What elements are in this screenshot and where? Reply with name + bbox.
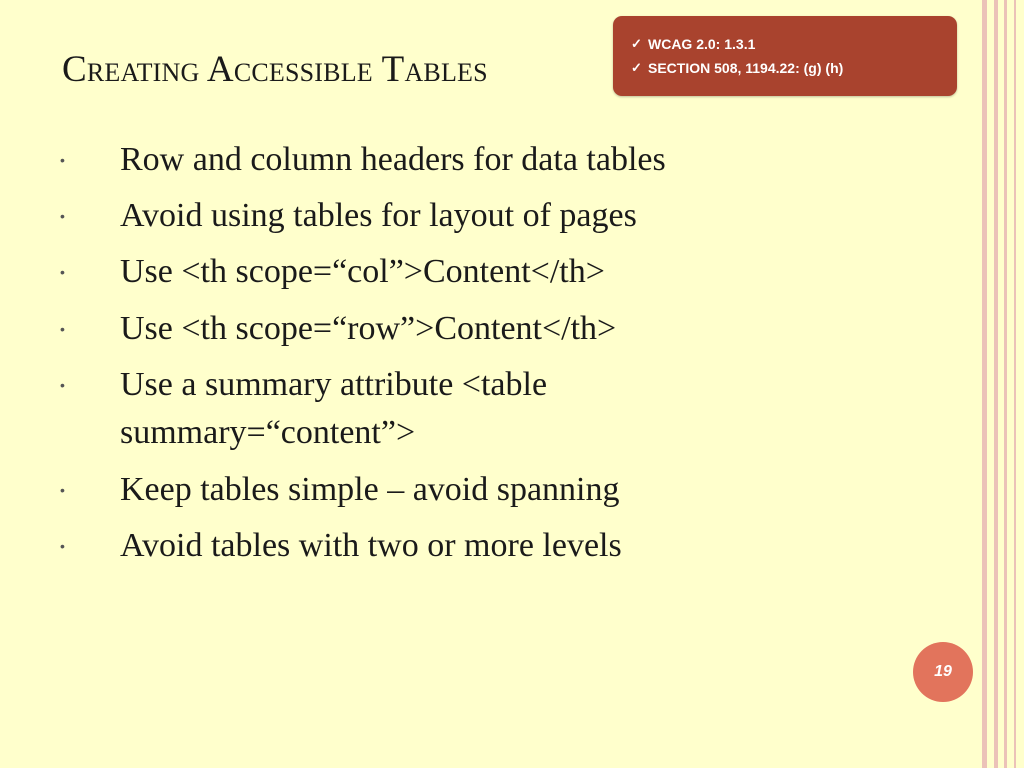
standards-item-label: WCAG 2.0: 1.3.1 xyxy=(648,36,756,52)
bullet-text: Row and column headers for data tables xyxy=(120,141,666,178)
bullet-text: Avoid using tables for layout of pages xyxy=(120,197,637,234)
decorative-stripe xyxy=(994,0,998,768)
bullet-dot-icon: • xyxy=(60,208,65,224)
bullet-dot-icon: • xyxy=(60,377,65,393)
decorative-stripe xyxy=(1004,0,1007,768)
bullet-text: Keep tables simple – avoid spanning xyxy=(120,471,620,508)
bullet-dot-icon: • xyxy=(60,321,65,337)
standards-badge xyxy=(613,16,957,96)
bullet-dot-icon: • xyxy=(60,482,65,498)
standards-item xyxy=(631,56,843,80)
standards-item-label: SECTION 508, 1194.22: (g) (h) xyxy=(648,60,844,76)
bullet-text: Avoid tables with two or more levels xyxy=(120,527,622,564)
bullet-text: Use <th scope=“col”>Content</th> xyxy=(120,253,605,290)
bullet-text: Use a summary attribute <table summary=“content”> xyxy=(120,366,548,451)
slide-title: Creating Accessible Tables xyxy=(62,49,488,90)
bullet-dot-icon: • xyxy=(60,152,65,168)
bullet-dot-icon: • xyxy=(60,264,65,280)
decorative-stripe xyxy=(982,0,987,768)
standards-list xyxy=(631,32,843,80)
page-number: 19 xyxy=(913,642,973,702)
bullet-dot-icon: • xyxy=(60,538,65,554)
check-icon: ✓ xyxy=(631,60,642,75)
decorative-stripe xyxy=(1014,0,1016,768)
bullet-text: Use <th scope=“row”>Content</th> xyxy=(120,310,617,347)
standards-item xyxy=(631,32,843,56)
check-icon: ✓ xyxy=(631,36,642,51)
